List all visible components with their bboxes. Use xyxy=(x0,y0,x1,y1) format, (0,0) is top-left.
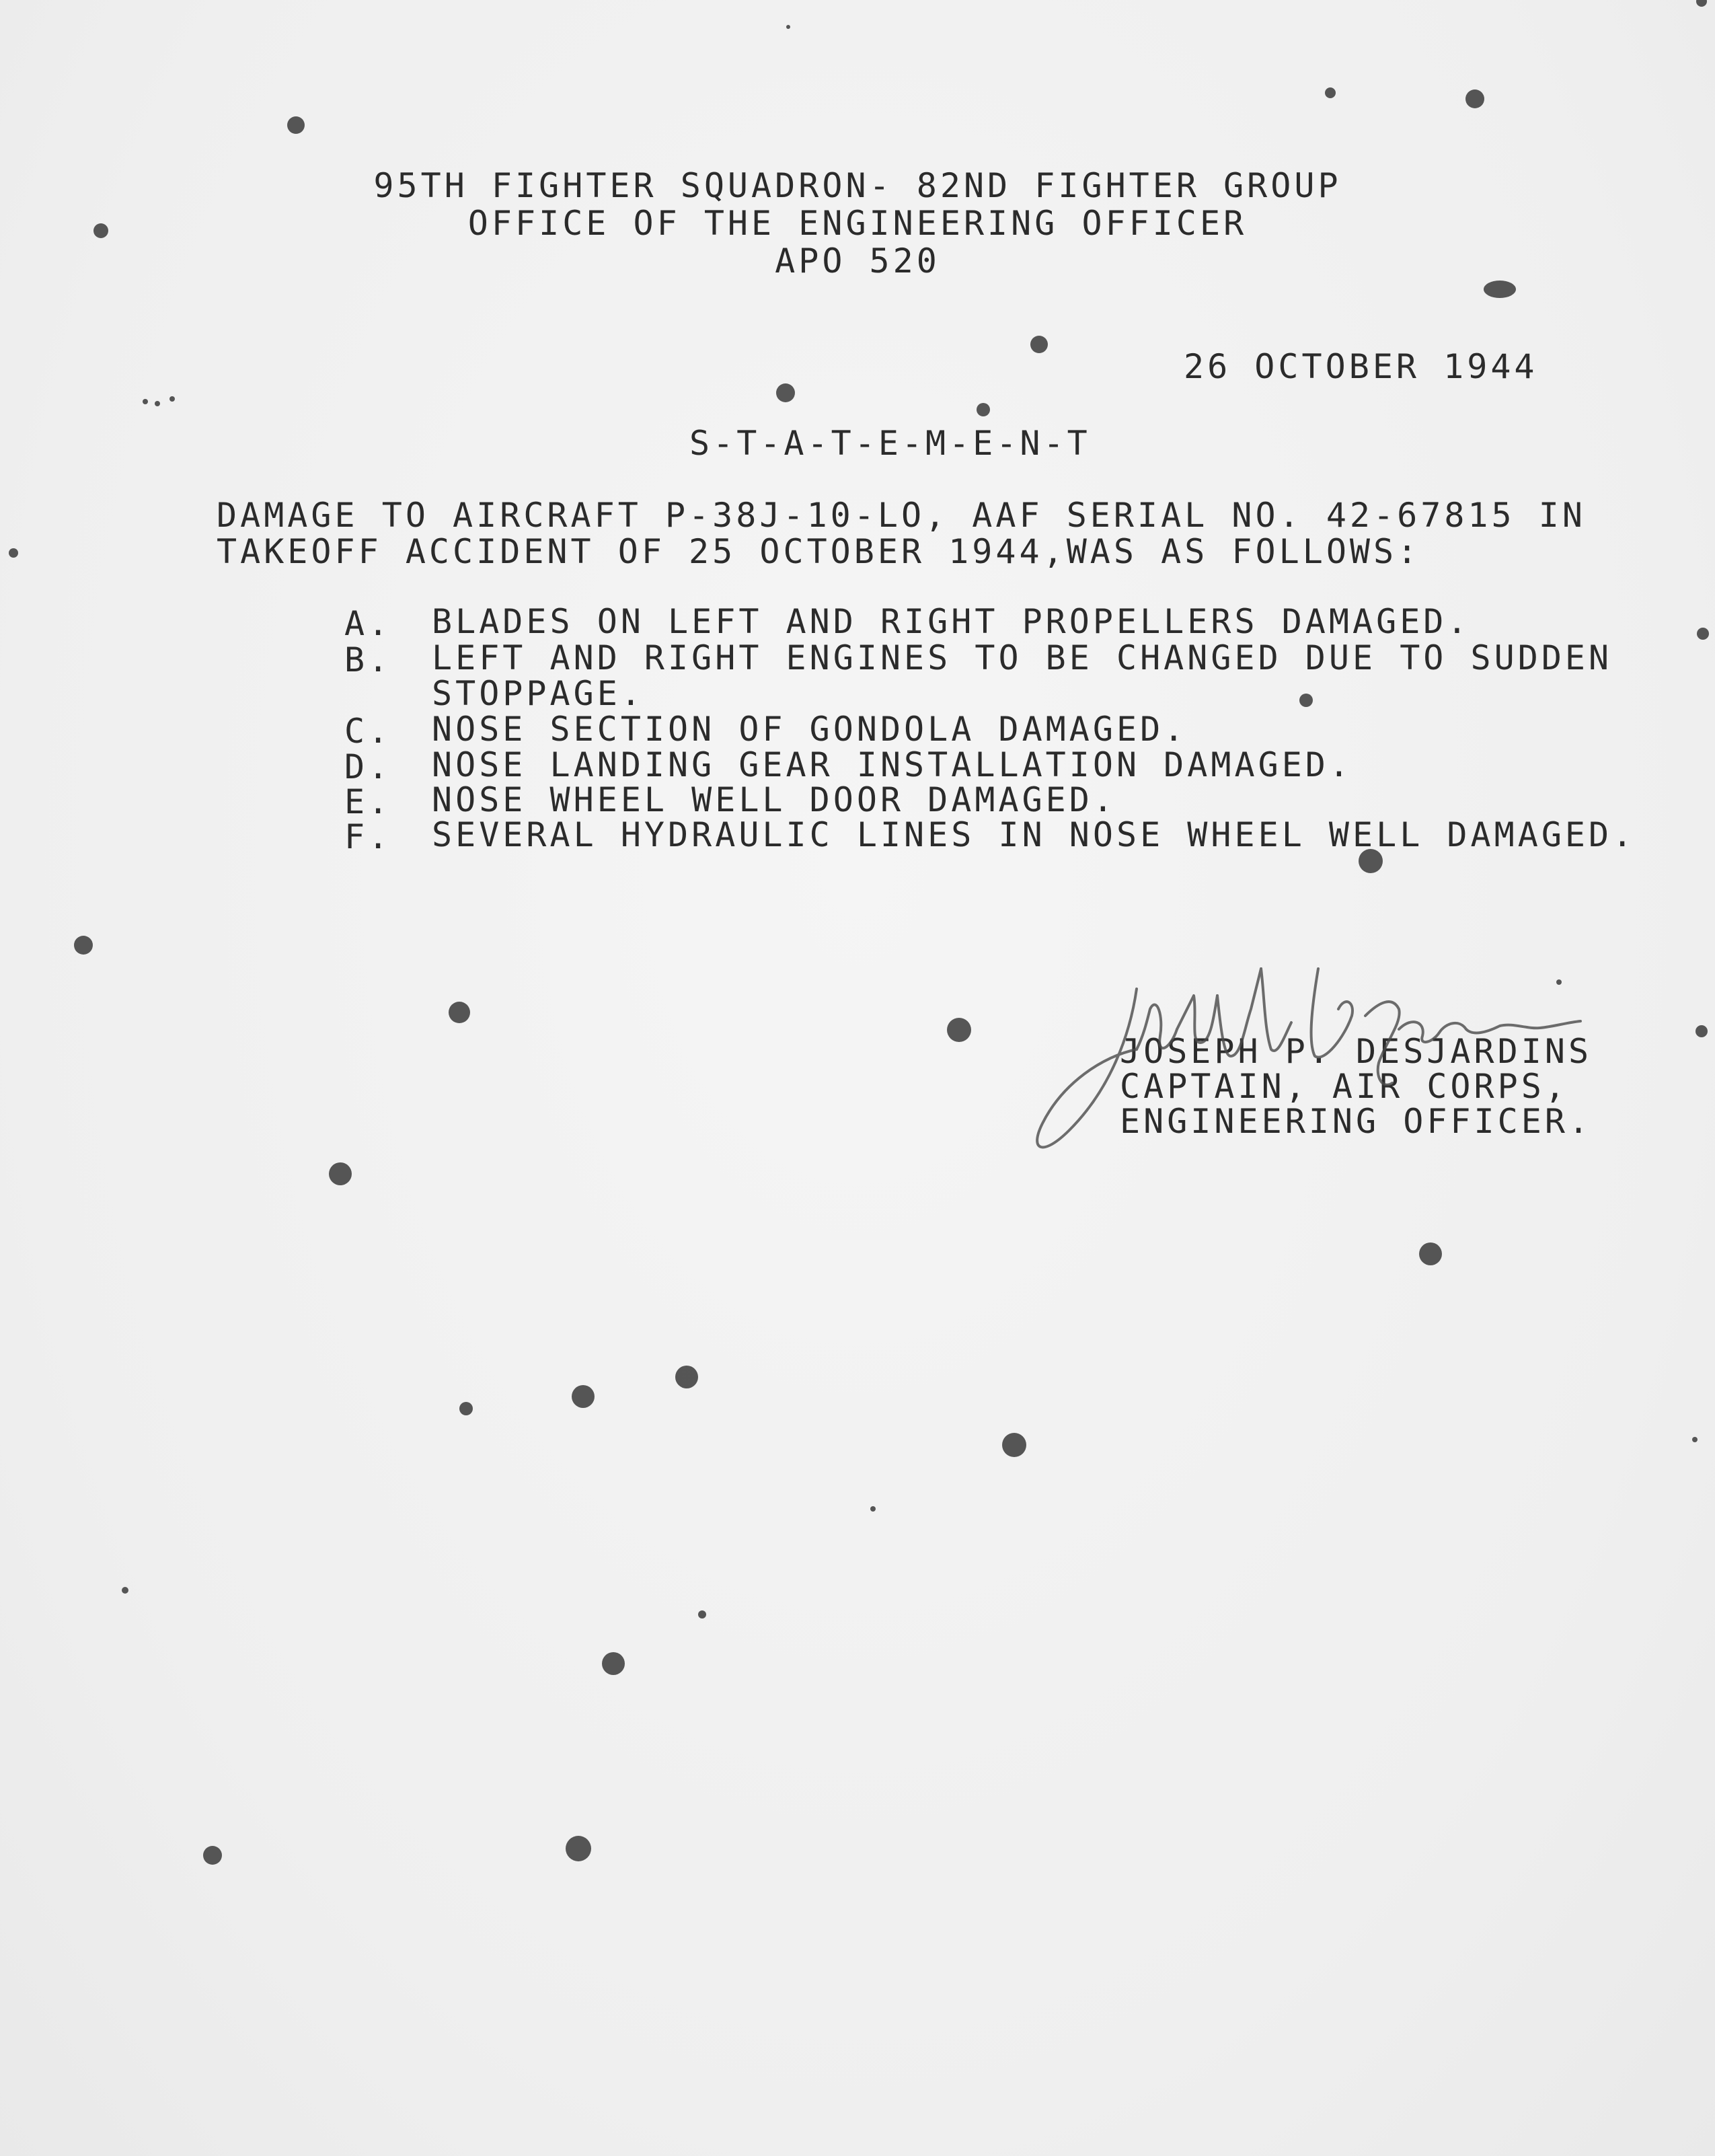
list-item-text-continued: STOPPAGE. xyxy=(432,674,644,713)
list-item-text: NOSE WHEEL WELL DOOR DAMAGED. xyxy=(432,780,1116,819)
scan-spot xyxy=(1465,89,1484,108)
scan-spot xyxy=(1695,1025,1708,1037)
scan-spot xyxy=(1419,1242,1442,1265)
scan-spot xyxy=(122,1587,128,1594)
letterhead-line-2: OFFICE OF THE ENGINEERING OFFICER xyxy=(467,204,1248,243)
scan-spot xyxy=(977,403,990,416)
scan-spot xyxy=(155,401,160,406)
scan-spot xyxy=(947,1018,971,1042)
list-item-letter: D. xyxy=(344,747,392,786)
signer-title: ENGINEERING OFFICER. xyxy=(1120,1102,1593,1141)
scan-spot xyxy=(459,1402,473,1415)
signer-name: JOSEPH P. DESJARDINS xyxy=(1120,1032,1593,1071)
scan-spot xyxy=(169,396,175,402)
scan-spot xyxy=(870,1506,876,1512)
list-item-letter: C. xyxy=(344,712,392,751)
scan-spot xyxy=(449,1002,470,1023)
letterhead-line-3: APO 520 xyxy=(775,241,940,281)
list-item-letter: F. xyxy=(344,817,392,856)
scan-spot xyxy=(698,1610,706,1619)
scan-spot xyxy=(329,1162,352,1185)
signer-rank: CAPTAIN, AIR CORPS, xyxy=(1120,1067,1568,1106)
scan-spot xyxy=(675,1366,698,1388)
scan-spot xyxy=(602,1652,625,1675)
list-item-text: BLADES ON LEFT AND RIGHT PROPELLERS DAMAGED. xyxy=(432,602,1471,641)
scan-spot xyxy=(1299,694,1313,707)
scan-spot xyxy=(1696,0,1707,7)
scan-spot xyxy=(203,1846,222,1865)
scan-spot xyxy=(1030,336,1048,353)
scan-spot xyxy=(143,399,148,404)
scan-spot xyxy=(1325,87,1336,98)
list-item-text: SEVERAL HYDRAULIC LINES IN NOSE WHEEL WELL DAMAGED. xyxy=(432,815,1636,854)
handwritten-signature xyxy=(1029,955,1607,1170)
scan-spot xyxy=(786,25,790,29)
list-item-text: NOSE SECTION OF GONDOLA DAMAGED. xyxy=(432,710,1188,749)
statement-heading: S-T-A-T-E-M-E-N-T xyxy=(689,424,1091,463)
intro-line-2: TAKEOFF ACCIDENT OF 25 OCTOBER 1944,WAS AS FOLLOWS: xyxy=(217,532,1421,571)
scan-spot xyxy=(1692,1437,1698,1442)
scan-spot xyxy=(1697,628,1709,640)
list-item-letter: A. xyxy=(344,604,392,643)
list-item-text: NOSE LANDING GEAR INSTALLATION DAMAGED. xyxy=(432,745,1352,784)
letterhead-line-1: 95TH FIGHTER SQUADRON- 82ND FIGHTER GROUP xyxy=(373,166,1342,205)
scan-spot xyxy=(1484,281,1516,298)
intro-line-1: DAMAGE TO AIRCRAFT P-38J-10-LO, AAF SERIAL NO. 42-67815 IN xyxy=(217,496,1586,535)
list-item-letter: B. xyxy=(344,640,392,679)
scan-spot xyxy=(572,1385,595,1408)
scan-spot xyxy=(287,116,305,134)
list-item-text: LEFT AND RIGHT ENGINES TO BE CHANGED DUE TO SUDDEN xyxy=(432,638,1613,677)
document-date: 26 OCTOBER 1944 xyxy=(1184,347,1538,386)
scan-spot xyxy=(74,936,93,955)
list-item-letter: E. xyxy=(344,782,392,821)
scan-spot xyxy=(776,383,795,402)
scan-spot xyxy=(1002,1433,1026,1457)
scan-spot xyxy=(9,548,18,558)
scan-spot xyxy=(566,1836,591,1861)
